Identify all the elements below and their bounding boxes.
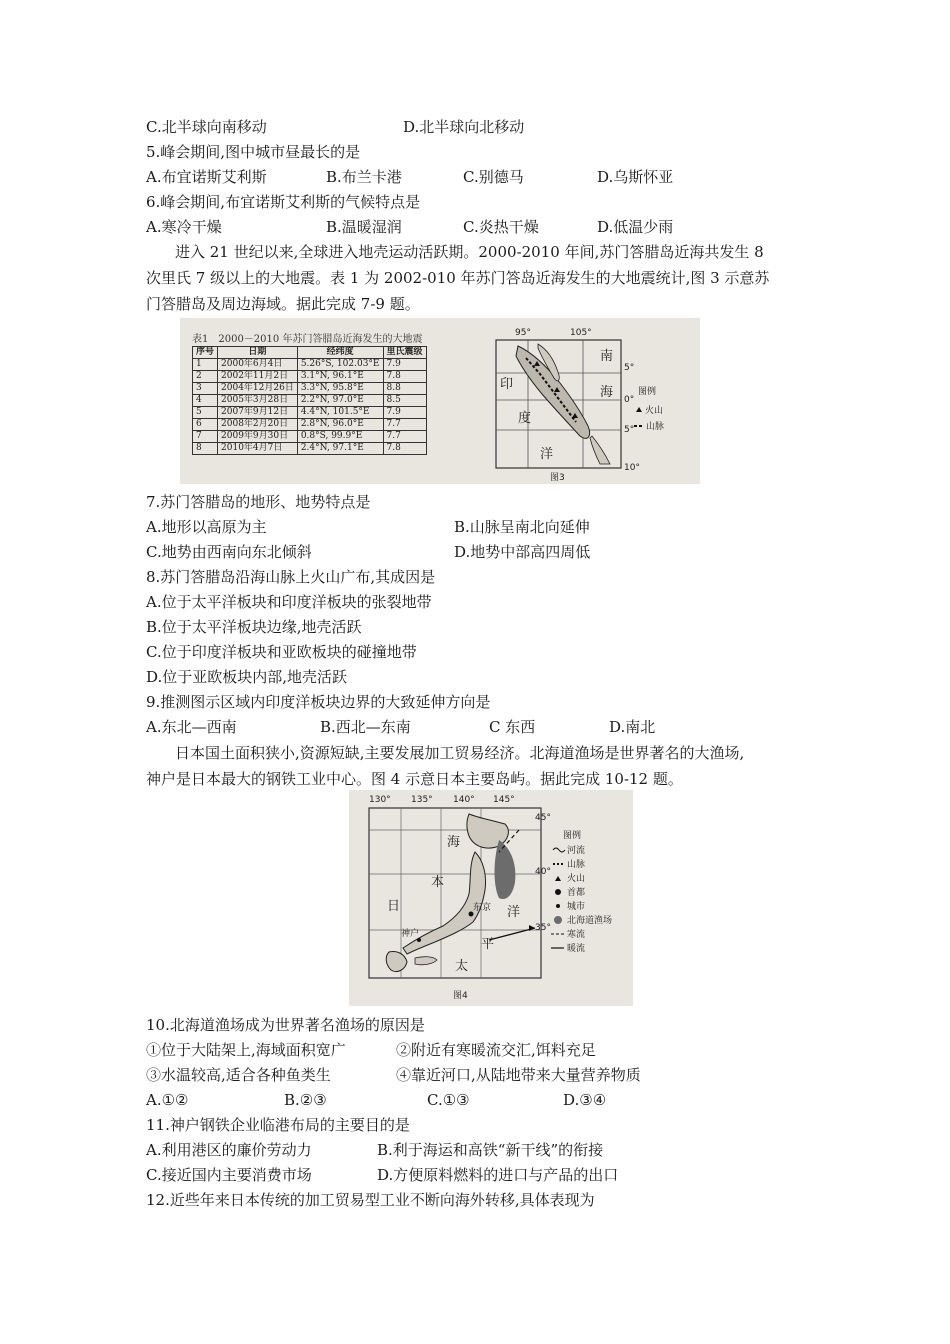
fig4-sea-label: 本 [431,875,445,890]
shikoku-island [415,957,437,965]
q7-option-b: B.山脉呈南北向延伸 [454,518,590,536]
table-row [193,383,427,395]
fig4-lon-label: 130° [369,795,391,805]
q5-stem: 5.峰会期间,图中城市昼最长的是 [146,143,361,161]
fig3-legend-title: 图例 [638,387,657,397]
q11-option-a: A.利用港区的廉价劳动力 [146,1141,312,1159]
table-cell: 7 [193,431,218,443]
fig4-legend-title: 图例 [563,831,582,841]
fig4-legend-item: 火山 [567,874,586,884]
table-cell: 7.7 [383,419,426,431]
fig4-legend-item: 北海道渔场 [567,916,613,926]
table-cell: 5 [193,407,218,419]
fishery-legend-icon [554,916,562,924]
q4-option-c: C.北半球向南移动 [146,118,267,136]
q10-statement: ④靠近河口,从陆地带来大量营养物质 [396,1066,641,1084]
fig4-lat-label: 40° [535,867,551,877]
fig4-place-label: 东京 [473,903,492,913]
q5-option-a: A.布宜诺斯艾利斯 [146,168,267,186]
fig3-sea-label: 度 [518,411,532,426]
q7-option-d: D.地势中部高四周低 [454,543,591,561]
table-row [193,359,427,371]
fig3-caption: 图3 [550,473,565,483]
q10-option-a: A.①② [146,1091,189,1109]
q8-option-a: A.位于太平洋板块和印度洋板块的张裂地带 [146,593,432,611]
capital-legend-icon [555,889,561,895]
fig4-lat-label: 35° [535,923,551,933]
q11-stem: 11.神户钢铁企业临港布局的主要目的是 [146,1116,410,1134]
fig4-sea-label: 洋 [507,905,521,920]
q5-option-b: B.布兰卡港 [326,168,402,186]
table-cell: 7.9 [383,407,426,419]
table1-header: 序号 [193,347,218,359]
table-cell: 3 [193,383,218,395]
table-cell: 7.7 [383,431,426,443]
table1 [192,346,427,455]
table-cell: 8.8 [383,383,426,395]
fig4-sea-label: 日 [387,899,401,914]
fig4-sea-label: 平 [481,937,495,952]
fig3-sea-label: 南 [600,349,614,364]
fig3-sea-label: 洋 [540,447,554,462]
fig4-sea-label: 太 [455,959,469,974]
q4-option-d: D.北半球向北移动 [403,118,525,136]
q6-option-d: D.低温少雨 [597,218,674,236]
table-cell: 2004年12月26日 [218,383,298,395]
kyushu-island [386,951,407,971]
q9-option-a: A.东北—西南 [146,718,237,736]
table-cell: 4.4°N, 101.5°E [297,407,383,419]
fig4-scan [349,790,633,1006]
intro-sumatra-line3: 门答腊岛及周边海域。据此完成 7-9 题。 [146,295,420,313]
q8-option-b: B.位于太平洋板块边缘,地壳活跃 [146,618,362,636]
q9-option-d: D.南北 [609,718,656,736]
table-cell: 1 [193,359,218,371]
q10-stem: 10.北海道渔场成为世界著名渔场的原因是 [146,1016,425,1034]
q9-stem: 9.推测图示区域内印度洋板块边界的大致延伸方向是 [146,693,491,711]
q11-option-c: C.接近国内主要消费市场 [146,1166,312,1184]
q8-stem: 8.苏门答腊岛沿海山脉上火山广布,其成因是 [146,568,436,586]
table-cell: 2.2°N, 97.0°E [297,395,383,407]
fig4-legend-item: 山脉 [567,860,586,870]
volcano-legend-icon [555,876,561,881]
fig4-legend-item: 暖流 [567,944,586,954]
table-cell: 2.4°N, 97.1°E [297,443,383,455]
q8-option-c: C.位于印度洋板块和亚欧板块的碰撞地带 [146,643,417,661]
fig4-caption: 图4 [453,991,468,1001]
intro-japan-line2: 神户是日本最大的钢铁工业中心。图 4 示意日本主要岛屿。据此完成 10-12 题。 [146,770,683,788]
fig4-lon-label: 135° [411,795,433,805]
table-cell: 7.9 [383,359,426,371]
q6-option-c: C.炎热干燥 [463,218,539,236]
table-cell: 3.3°N, 95.8°E [297,383,383,395]
q10-statement: ①位于大陆架上,海域面积宽广 [146,1041,346,1059]
table-cell: 2007年9月12日 [218,407,298,419]
hokkaido-fishery-area [495,840,516,899]
table-cell: 2002年11月2日 [218,371,298,383]
q6-stem: 6.峰会期间,布宜诺斯艾利斯的气候特点是 [146,193,421,211]
intro-japan-line1: 日本国土面积狭小,资源短缺,主要发展加工贸易经济。北海道渔场是世界著名的大渔场, [175,744,745,762]
table-cell: 6 [193,419,218,431]
table1-header-row [193,347,427,359]
table-cell: 7.8 [383,371,426,383]
table1-header: 里氏震级 [383,347,426,359]
fig3-sea-label: 海 [600,385,614,400]
intro-sumatra-line2: 次里氏 7 级以上的大地震。表 1 为 2002-010 年苏门答岛近海发生的大地震统计,图 3 示意苏 [146,269,770,287]
q9-option-b: B.西北—东南 [320,718,411,736]
fig3-lat-label: 5° [624,425,635,435]
q11-option-b: B.利于海运和高铁“新干线”的衔接 [377,1141,604,1159]
fig3-lat-label: 10° [624,463,640,473]
fig4-sea-label: 海 [447,835,461,850]
fig3-lat-label: 5° [624,363,635,373]
q11-option-d: D.方便原料燃料的进口与产品的出口 [377,1166,619,1184]
q7-option-c: C.地势由西南向东北倾斜 [146,543,312,561]
table-row [193,395,427,407]
table-row [193,431,427,443]
q9-option-c: C 东西 [489,718,536,736]
q6-option-b: B.温暖湿润 [326,218,402,236]
fig3-sea-label: 印 [500,377,514,392]
q10-option-d: D.③④ [563,1091,607,1109]
table-cell: 2 [193,371,218,383]
table1-header: 日期 [218,347,298,359]
fig4-map [349,790,633,1006]
table-cell: 2009年9月30日 [218,431,298,443]
fig3-map [488,318,700,484]
table-cell: 0.8°S, 99.9°E [297,431,383,443]
q6-option-a: A.寒冷干燥 [146,218,222,236]
table-row [193,443,427,455]
table-cell: 2000年6月4日 [218,359,298,371]
q5-option-d: D.乌斯怀亚 [597,168,674,186]
river-legend-icon [553,848,565,852]
fig3-lat-label: 0° [624,395,635,405]
fig3-lon-label: 95° [515,328,531,338]
fig3-lon-label: 105° [570,328,592,338]
table-cell: 2005年3月28日 [218,395,298,407]
table-cell: 5.26°S, 102.03°E [297,359,383,371]
table-cell: 2010年4月7日 [218,443,298,455]
fig4-lon-label: 140° [453,795,475,805]
table1-caption: 表1 2000－2010 年苏门答腊岛近海发生的大地震 [192,334,423,345]
table-row [193,371,427,383]
table-cell: 7.8 [383,443,426,455]
table-cell: 3.1°N, 96.1°E [297,371,383,383]
q7-stem: 7.苏门答腊岛的地形、地势特点是 [146,493,371,511]
fig4-lat-label: 45° [535,813,551,823]
q12-stem: 12.近些年来日本传统的加工贸易型工业不断向海外转移,具体表现为 [146,1191,595,1209]
fig4-legend-item: 首都 [567,888,586,898]
city-legend-icon [556,904,560,908]
table-cell: 2008年2月20日 [218,419,298,431]
table-row [193,407,427,419]
fig3-legend-item: 山脉 [646,422,665,432]
q10-statement: ③水温较高,适合各种鱼类生 [146,1066,331,1084]
fig3-legend-item: 火山 [645,406,664,416]
table1-header: 经纬度 [297,347,383,359]
q8-option-d: D.位于亚欧板块内部,地壳活跃 [146,668,348,686]
q10-option-c: C.①③ [427,1091,470,1109]
fig4-legend-item: 城市 [567,902,586,912]
q10-statement: ②附近有寒暖流交汇,饵料充足 [396,1041,596,1059]
fig4-place-label: 神户 [401,929,420,939]
fig4-legend-item: 寒流 [567,930,586,940]
java-island [590,436,610,464]
intro-sumatra-line1: 进入 21 世纪以来,全球进入地壳运动活跃期。2000-2010 年间,苏门答腊岛近海共发生 8 [175,243,764,261]
q5-option-c: C.别德马 [463,168,524,186]
table-row [193,419,427,431]
fig4-lon-label: 145° [493,795,515,805]
table1-fig3-scan [180,318,700,484]
volcano-legend-icon [636,407,642,412]
fig4-legend-item: 河流 [567,846,586,856]
table-cell: 2.8°N, 96.0°E [297,419,383,431]
table-cell: 4 [193,395,218,407]
table-cell: 8 [193,443,218,455]
q7-option-a: A.地形以高原为主 [146,518,267,536]
table-cell: 8.5 [383,395,426,407]
q10-option-b: B.②③ [284,1091,327,1109]
